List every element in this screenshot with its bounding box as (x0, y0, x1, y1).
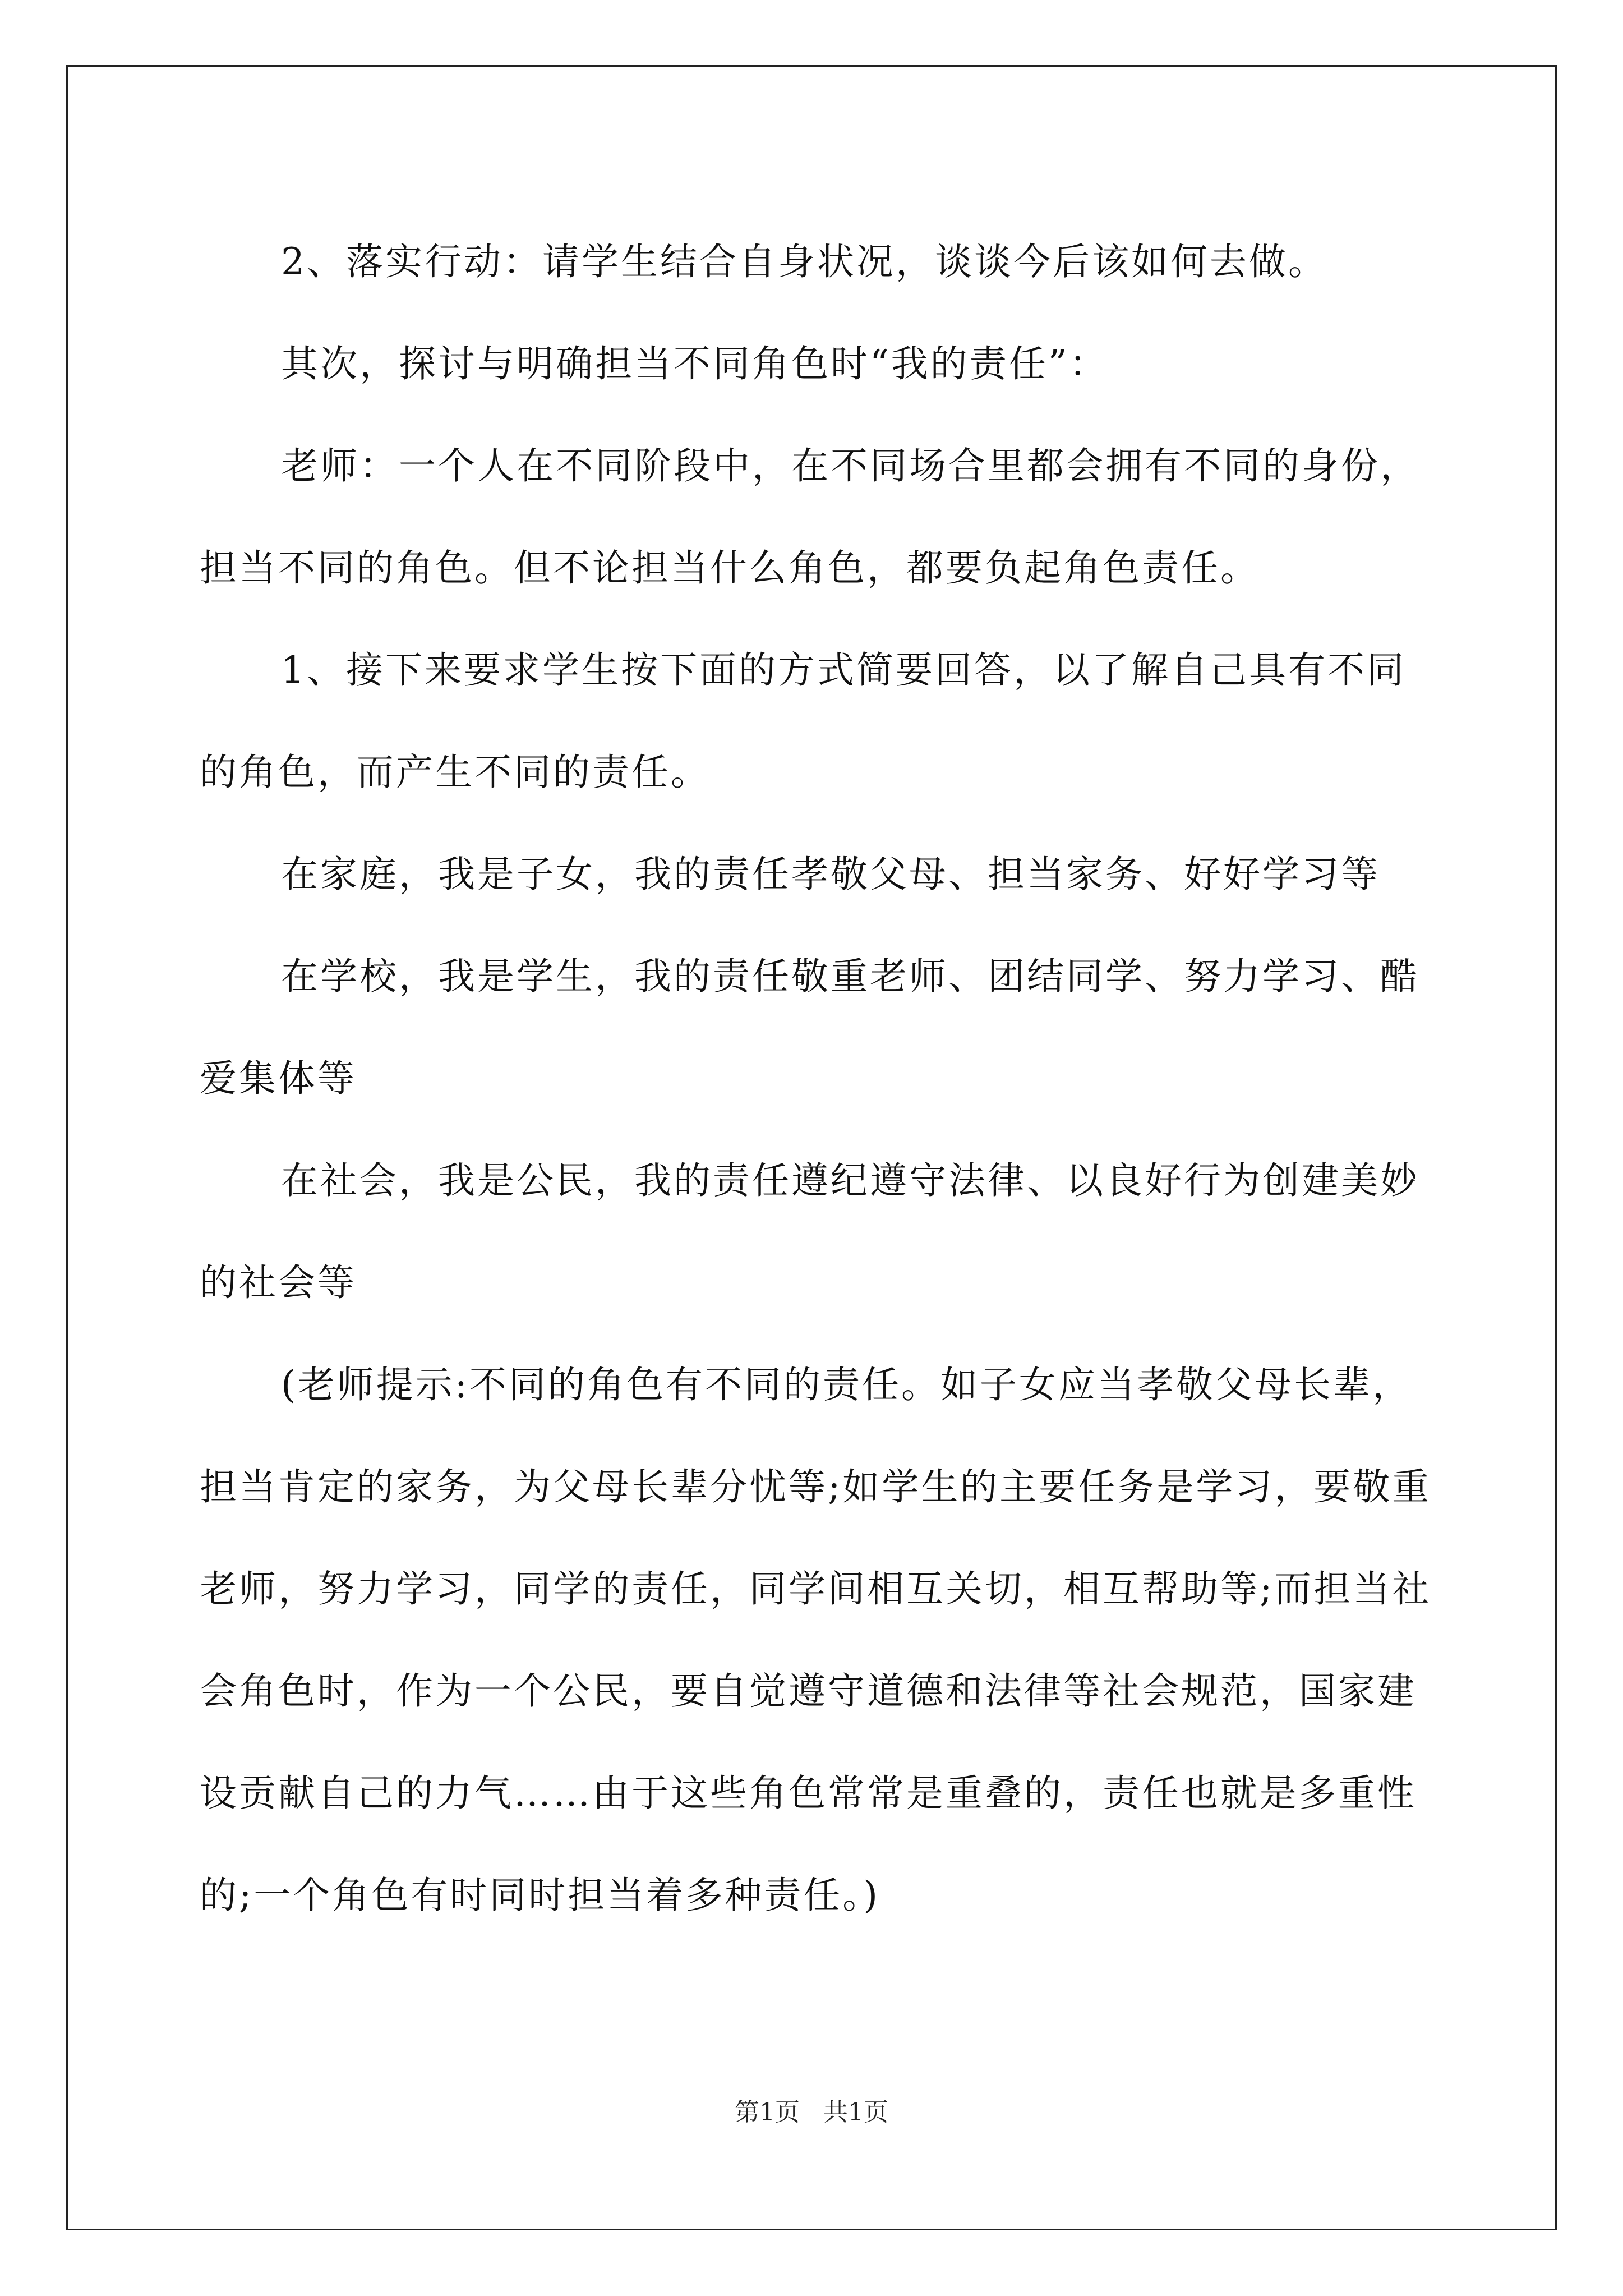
page-number: 第1页 (735, 2098, 800, 2127)
paragraph: 其次，探讨与明确担当不同角色时“我的责任”： (281, 342, 1109, 385)
paragraph: 老师：一个人在不同阶段中，在不同场合里都会拥有不同的身份，担当不同的角色。但不论担当什么角色，都要负起角色责任。 (200, 444, 1419, 590)
page-total: 共1页 (823, 2098, 888, 2127)
paragraph: 2、落实行动：请学生结合自身状况，谈谈今后该如何去做。 (281, 240, 1327, 283)
page-footer (0, 2096, 1623, 2129)
document-body (200, 211, 1433, 1947)
paragraph: 在家庭，我是子女，我的责任孝敬父母、担当家务、好好学习等 (281, 853, 1380, 896)
paragraph: 1、接下来要求学生按下面的方式简要回答，以了解自己具有不同的角色，而产生不同的责任。 (200, 648, 1406, 794)
paragraph: (老师提示:不同的角色有不同的责任。如子女应当孝敬父母长辈，担当肯定的家务，为父母长辈分忧等;如学生的主要任务是学习，要敬重老师，努力学习，同学的责任，同学间相互关切，相互帮助等;而担当社会角色时，作为一个公民，要自觉遵守道德和法律等社会规范，国家建设贡献自己的力气……由于这些角色常常是重叠的，责任也就是多重性的;一个角色有时同时担当着多种责任。) (200, 1363, 1432, 1917)
paragraph: 在学校，我是学生，我的责任敬重老师、团结同学、努力学习、酷爱集体等 (200, 955, 1419, 1100)
paragraph: 在社会，我是公民，我的责任遵纪遵守法律、以良好行为创建美妙的社会等 (200, 1159, 1419, 1304)
